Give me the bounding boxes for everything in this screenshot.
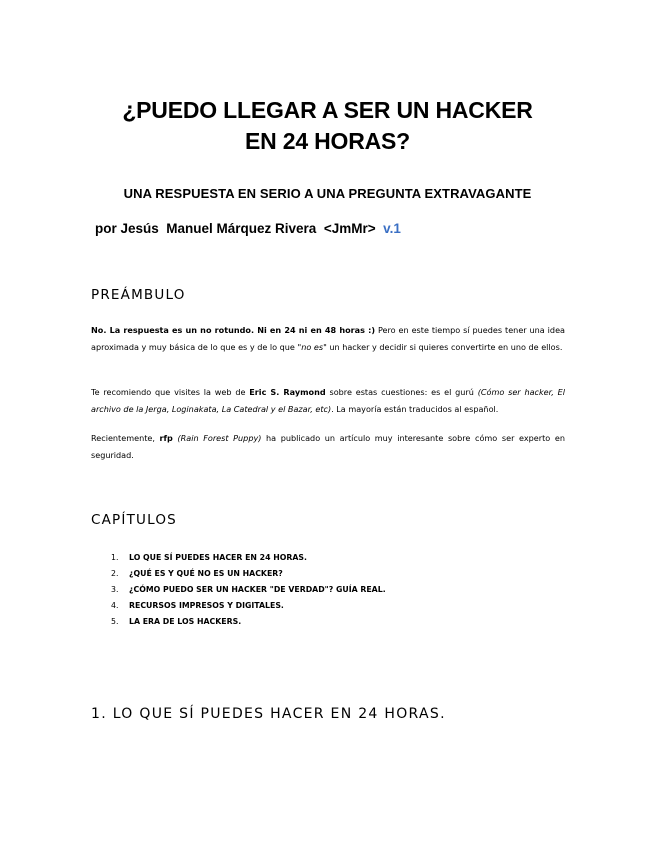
toc-item-number: 1. xyxy=(111,553,119,562)
p1-italic: "no es" xyxy=(297,341,327,352)
p1-bold: No. La respuesta es un no rotundo. Ni en 24 ni en 48 horas :) xyxy=(91,325,376,335)
title-line-2: EN 24 HORAS? xyxy=(244,128,411,154)
author-text: por Jesús Manuel Márquez Rivera <JmMr> xyxy=(95,221,384,236)
toc-item-label: RECURSOS IMPRESOS Y DIGITALES. xyxy=(129,600,284,610)
toc-item-number: 4. xyxy=(111,600,119,610)
p2-bold: Eric S. Raymond xyxy=(249,387,326,397)
toc-item-5[interactable] xyxy=(91,614,561,630)
toc-item-label: LA ERA DE LOS HACKERS. xyxy=(129,616,242,626)
toc-item-4[interactable] xyxy=(91,598,561,614)
toc-item-number: 2. xyxy=(111,568,119,578)
p3-italic: (Rain Forest Puppy) xyxy=(172,433,262,443)
p2-text-b: sobre estas cuestiones: es el gurú xyxy=(325,387,478,397)
p2-italic: (Cómo ser hacker, El archivo de la Jerga, Loginakata, La Catedral y el Bazar, etc) xyxy=(91,387,565,414)
toc-item-label: ¿CÓMO PUEDO SER UN HACKER "DE VERDAD"? GUÍA REAL. xyxy=(129,584,386,594)
title-line-1: ¿PUEDO LLEGAR A SER UN HACKER xyxy=(122,97,533,123)
table-of-contents xyxy=(91,550,561,630)
preambulo-paragraph-3 xyxy=(91,430,565,463)
p1-text-a: Pero en este tiempo sí puedes tener una idea aproximada y muy básica de lo que es y de lo que xyxy=(91,325,566,352)
toc-item-label: LO QUE SÍ PUEDES HACER EN 24 HORAS. xyxy=(129,553,307,562)
document-subtitle: UNA RESPUESTA EN SERIO A UNA PREGUNTA EXTRAVAGANTE xyxy=(123,186,532,201)
p1-text-b: un hacker y decidir si quieres convertirte en uno de ellos. xyxy=(326,341,563,352)
p3-bold: rfp xyxy=(159,433,173,443)
toc-item-number: 5. xyxy=(111,616,119,626)
toc-item-2[interactable] xyxy=(91,566,561,582)
toc-item-3[interactable] xyxy=(91,582,561,598)
toc-item-number: 3. xyxy=(111,584,119,594)
preambulo-heading: PREÁMBULO xyxy=(91,287,186,303)
preambulo-paragraph-1 xyxy=(91,322,565,355)
p3-text-b: ha publicado un artículo muy interesante sobre cómo ser experto en seguridad. xyxy=(91,433,565,460)
p2-text-a: Te recomiendo que visites la web de xyxy=(91,387,250,397)
author-byline xyxy=(95,221,401,236)
preambulo-paragraph-2 xyxy=(91,384,565,417)
p3-text-a: Recientemente, xyxy=(91,433,160,443)
toc-item-1[interactable] xyxy=(91,550,561,566)
chapter-1-heading: 1. LO QUE SÍ PUEDES HACER EN 24 HORAS. xyxy=(91,706,446,722)
capitulos-heading: CAPÍTULOS xyxy=(91,512,177,528)
document-title xyxy=(0,95,655,157)
toc-item-label: ¿QUÉ ES Y QUÉ NO ES UN HACKER? xyxy=(129,568,283,578)
p2-text-c: . La mayoría están traducidos al español. xyxy=(331,403,499,414)
version-label: v.1 xyxy=(383,221,401,236)
